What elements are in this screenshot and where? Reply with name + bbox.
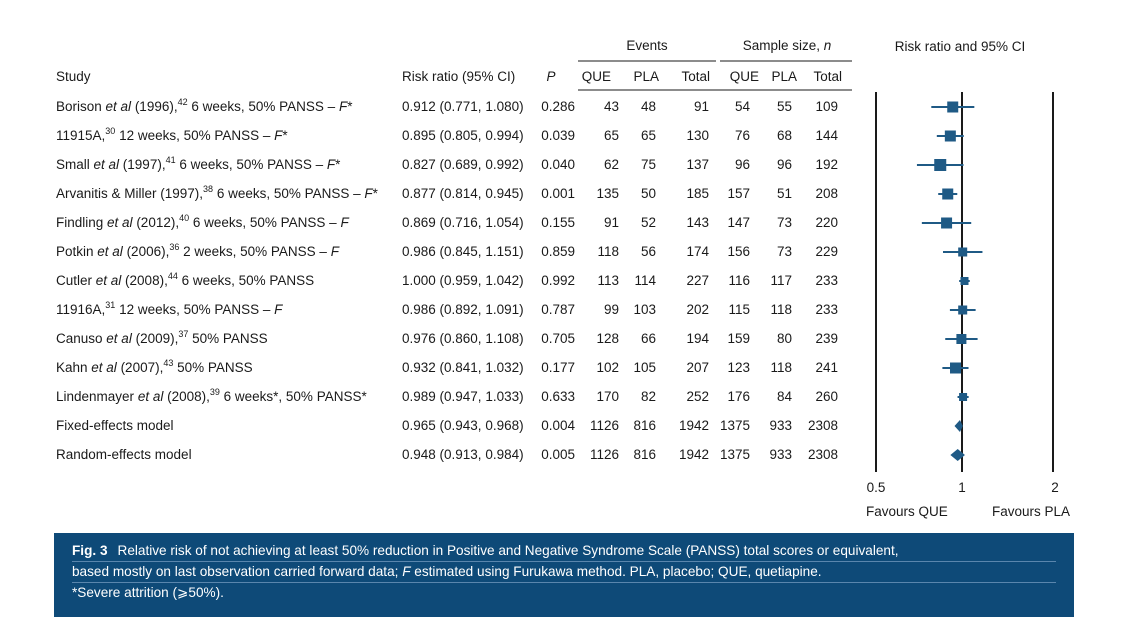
cell-ev-pla: 75 [640, 157, 656, 172]
cell-n-que: 96 [734, 157, 750, 172]
cell-ev-total: 174 [686, 244, 709, 259]
cell-ev-pla: 52 [640, 215, 656, 230]
cell-ev-total: 130 [686, 128, 709, 143]
header-sample-que: QUE [729, 69, 759, 84]
point-estimate-square [959, 393, 967, 401]
cell-n-total: 109 [815, 99, 838, 114]
cell-rr: 0.912 (0.771, 1.080) [402, 99, 524, 114]
cell-ev-total: 91 [693, 99, 709, 114]
cell-p: 0.040 [541, 157, 575, 172]
cell-ev-que: 102 [596, 360, 619, 375]
caption-line-3: *Severe attrition (⩾50%). [72, 582, 1056, 603]
cell-n-pla: 68 [776, 128, 792, 143]
favours-que-label: Favours QUE [866, 504, 948, 519]
cell-ev-pla: 114 [634, 273, 656, 288]
cell-ev-pla: 66 [640, 331, 656, 346]
cell-ev-total: 185 [686, 186, 709, 201]
cell-ev-pla: 48 [640, 99, 656, 114]
cell-n-total: 2308 [807, 418, 838, 433]
cell-n-total: 208 [815, 186, 838, 201]
cell-ev-que: 1126 [589, 418, 619, 433]
study-labels [56, 97, 379, 462]
caption-line-1 [72, 541, 1056, 561]
caption-line-2: based mostly on last observation carried forward data; F estimated using Furukawa method. PLA, placebo; QUE, quetiapine. [72, 561, 1056, 582]
cell-n-pla: 84 [776, 389, 792, 404]
cell-ev-que: 128 [596, 331, 619, 346]
cell-n-que: 115 [728, 302, 750, 317]
cell-n-pla: 80 [776, 331, 792, 346]
cell-n-total: 144 [815, 128, 838, 143]
cell-n-que: 1375 [719, 447, 750, 462]
cell-ev-pla: 105 [633, 360, 656, 375]
cell-n-total: 233 [815, 273, 838, 288]
point-estimate-square [958, 306, 967, 315]
plot-title: Risk ratio and 95% CI [894, 39, 1026, 54]
cell-n-total: 192 [815, 157, 838, 172]
cell-ev-que: 170 [596, 389, 619, 404]
study-label: Lindenmayer et al (2008),$^{39}$ 6 weeks*, 50% PANSS* [56, 387, 367, 404]
study-label: Small et al (1997),$^{41}$ 6 weeks, 50% PANSS – F* [56, 155, 341, 172]
cell-rr: 0.989 (0.947, 1.033) [402, 389, 524, 404]
cell-ev-total: 194 [686, 331, 709, 346]
cell-rr: 0.986 (0.845, 1.151) [402, 244, 524, 259]
cell-n-total: 220 [815, 215, 838, 230]
point-estimate-square [934, 159, 946, 171]
cell-n-total: 233 [815, 302, 838, 317]
cell-n-que: 176 [727, 389, 750, 404]
cell-ev-que: 118 [597, 244, 619, 259]
cell-n-pla: 96 [776, 157, 792, 172]
header-events-que: QUE [581, 69, 611, 84]
cell-n-pla: 117 [770, 273, 792, 288]
cell-n-que: 147 [727, 215, 750, 230]
cell-n-que: 157 [727, 186, 750, 201]
cell-rr: 0.932 (0.841, 1.032) [402, 360, 524, 375]
caption-text-1: Relative risk of not achieving at least 50% reduction in Positive and Negative Syndrome Scale (PANSS) total scores or equivalent, [117, 543, 899, 558]
study-label: Kahn et al (2007),$^{43}$ 50% PANSS [56, 358, 253, 375]
cell-rr: 0.827 (0.689, 0.992) [402, 157, 524, 172]
header-events-pla: PLA [633, 69, 659, 84]
cell-n-que: 54 [734, 99, 750, 114]
header-study: Study [56, 69, 91, 84]
cell-ev-pla: 50 [640, 186, 656, 201]
cell-p: 0.787 [541, 302, 575, 317]
study-label: 11915A,$^{30}$ 12 weeks, 50% PANSS – F* [56, 126, 288, 143]
cell-p: 0.859 [541, 244, 575, 259]
cell-ev-que: 1126 [589, 447, 619, 462]
x-tick-label: 2 [1051, 480, 1059, 495]
cell-n-total: 2308 [807, 447, 838, 462]
header-p: P [546, 69, 556, 84]
cell-n-pla: 55 [776, 99, 792, 114]
cell-ev-total: 252 [686, 389, 709, 404]
cell-ev-que: 62 [603, 157, 619, 172]
cell-n-pla: 118 [770, 302, 792, 317]
cell-ev-pla: 65 [640, 128, 656, 143]
cell-ev-total: 227 [686, 273, 709, 288]
study-label: 11916A,$^{31}$ 12 weeks, 50% PANSS – F [56, 300, 283, 317]
header-sample-pla: PLA [771, 69, 797, 84]
cell-ev-pla: 56 [640, 244, 656, 259]
cell-ev-total: 1942 [678, 447, 709, 462]
study-label: Findling et al (2012),$^{40}$ 6 weeks, 50% PANSS – F [56, 213, 349, 230]
cell-rr: 0.965 (0.943, 0.968) [402, 418, 524, 433]
cell-n-pla: 933 [769, 447, 792, 462]
study-label: Arvanitis & Miller (1997),$^{38}$ 6 weeks, 50% PANSS – F* [56, 184, 378, 201]
cell-n-que: 123 [727, 360, 750, 375]
study-label: Borison et al (1996),$^{42}$ 6 weeks, 50% PANSS – F* [56, 97, 353, 114]
x-tick-label: 0.5 [866, 480, 886, 495]
cell-n-que: 159 [727, 331, 750, 346]
cell-p: 0.004 [541, 418, 575, 433]
cell-rr: 0.877 (0.814, 0.945) [402, 186, 524, 201]
point-estimate-square [961, 277, 969, 285]
cell-n-que: 116 [728, 273, 750, 288]
study-label: Cutler et al (2008),$^{44}$ 6 weeks, 50% PANSS [56, 271, 315, 288]
cell-ev-que: 99 [603, 302, 619, 317]
cell-n-total: 239 [815, 331, 838, 346]
cell-rr: 0.895 (0.805, 0.994) [402, 128, 524, 143]
point-estimate-square [942, 189, 953, 200]
cell-ev-pla: 103 [633, 302, 656, 317]
study-label: Canuso et al (2009),$^{37}$ 50% PANSS [56, 329, 268, 346]
cell-p: 0.001 [541, 186, 575, 201]
cell-ev-total: 202 [686, 302, 709, 317]
point-estimate-square [945, 131, 956, 142]
cell-n-pla: 51 [776, 186, 792, 201]
header-rr: Risk ratio (95% CI) [402, 69, 516, 84]
x-tick-label: 1 [958, 480, 966, 495]
point-estimate-square [941, 218, 952, 229]
cell-p: 0.177 [541, 360, 575, 375]
cell-n-total: 241 [815, 360, 838, 375]
sample-group-header: Sample size, n [742, 38, 832, 53]
cell-ev-que: 65 [603, 128, 619, 143]
study-label: Potkin et al (2006),$^{36}$ 2 weeks, 50% PANSS – F [56, 242, 339, 259]
cell-rr: 0.948 (0.913, 0.984) [402, 447, 524, 462]
study-label: Random-effects model [56, 447, 192, 462]
cell-p: 0.155 [541, 215, 575, 230]
point-estimate-square [947, 102, 958, 113]
cell-ev-total: 207 [686, 360, 709, 375]
study-label: Fixed-effects model [56, 418, 174, 433]
header-sample-total: Total [813, 69, 842, 84]
cell-p: 0.633 [541, 389, 575, 404]
cell-n-total: 229 [815, 244, 838, 259]
cell-ev-pla: 816 [633, 418, 656, 433]
point-estimate-square [958, 248, 967, 257]
cell-n-que: 1375 [719, 418, 750, 433]
figure-label: Fig. 3 [72, 543, 108, 558]
cell-p: 0.039 [541, 128, 575, 143]
cell-n-pla: 73 [776, 244, 792, 259]
cell-p: 0.992 [541, 273, 575, 288]
cell-n-que: 76 [734, 128, 750, 143]
cell-p: 0.286 [541, 99, 575, 114]
cell-rr: 0.986 (0.892, 1.091) [402, 302, 524, 317]
cell-p: 0.005 [541, 447, 575, 462]
cell-ev-que: 43 [603, 99, 619, 114]
cell-ev-pla: 82 [640, 389, 656, 404]
cell-n-pla: 933 [769, 418, 792, 433]
cell-n-total: 260 [815, 389, 838, 404]
cell-ev-que: 135 [596, 186, 619, 201]
figure-caption [54, 533, 1074, 617]
favours-pla-label: Favours PLA [991, 504, 1070, 519]
cell-p: 0.705 [541, 331, 575, 346]
cell-ev-pla: 816 [633, 447, 656, 462]
cell-ev-que: 113 [597, 273, 619, 288]
cell-ev-total: 1942 [678, 418, 709, 433]
cell-rr: 0.869 (0.716, 1.054) [402, 215, 524, 230]
cell-rr: 0.976 (0.860, 1.108) [402, 331, 524, 346]
cell-rr: 1.000 (0.959, 1.042) [402, 273, 524, 288]
cell-ev-que: 91 [603, 215, 619, 230]
cell-n-que: 156 [727, 244, 750, 259]
point-estimate-square [950, 363, 961, 374]
header-events-total: Total [681, 69, 710, 84]
events-group-header: Events [626, 38, 668, 53]
cell-ev-total: 143 [686, 215, 709, 230]
cell-n-pla: 73 [776, 215, 792, 230]
cell-n-pla: 118 [770, 360, 792, 375]
cell-ev-total: 137 [686, 157, 709, 172]
point-estimate-square [956, 334, 966, 344]
